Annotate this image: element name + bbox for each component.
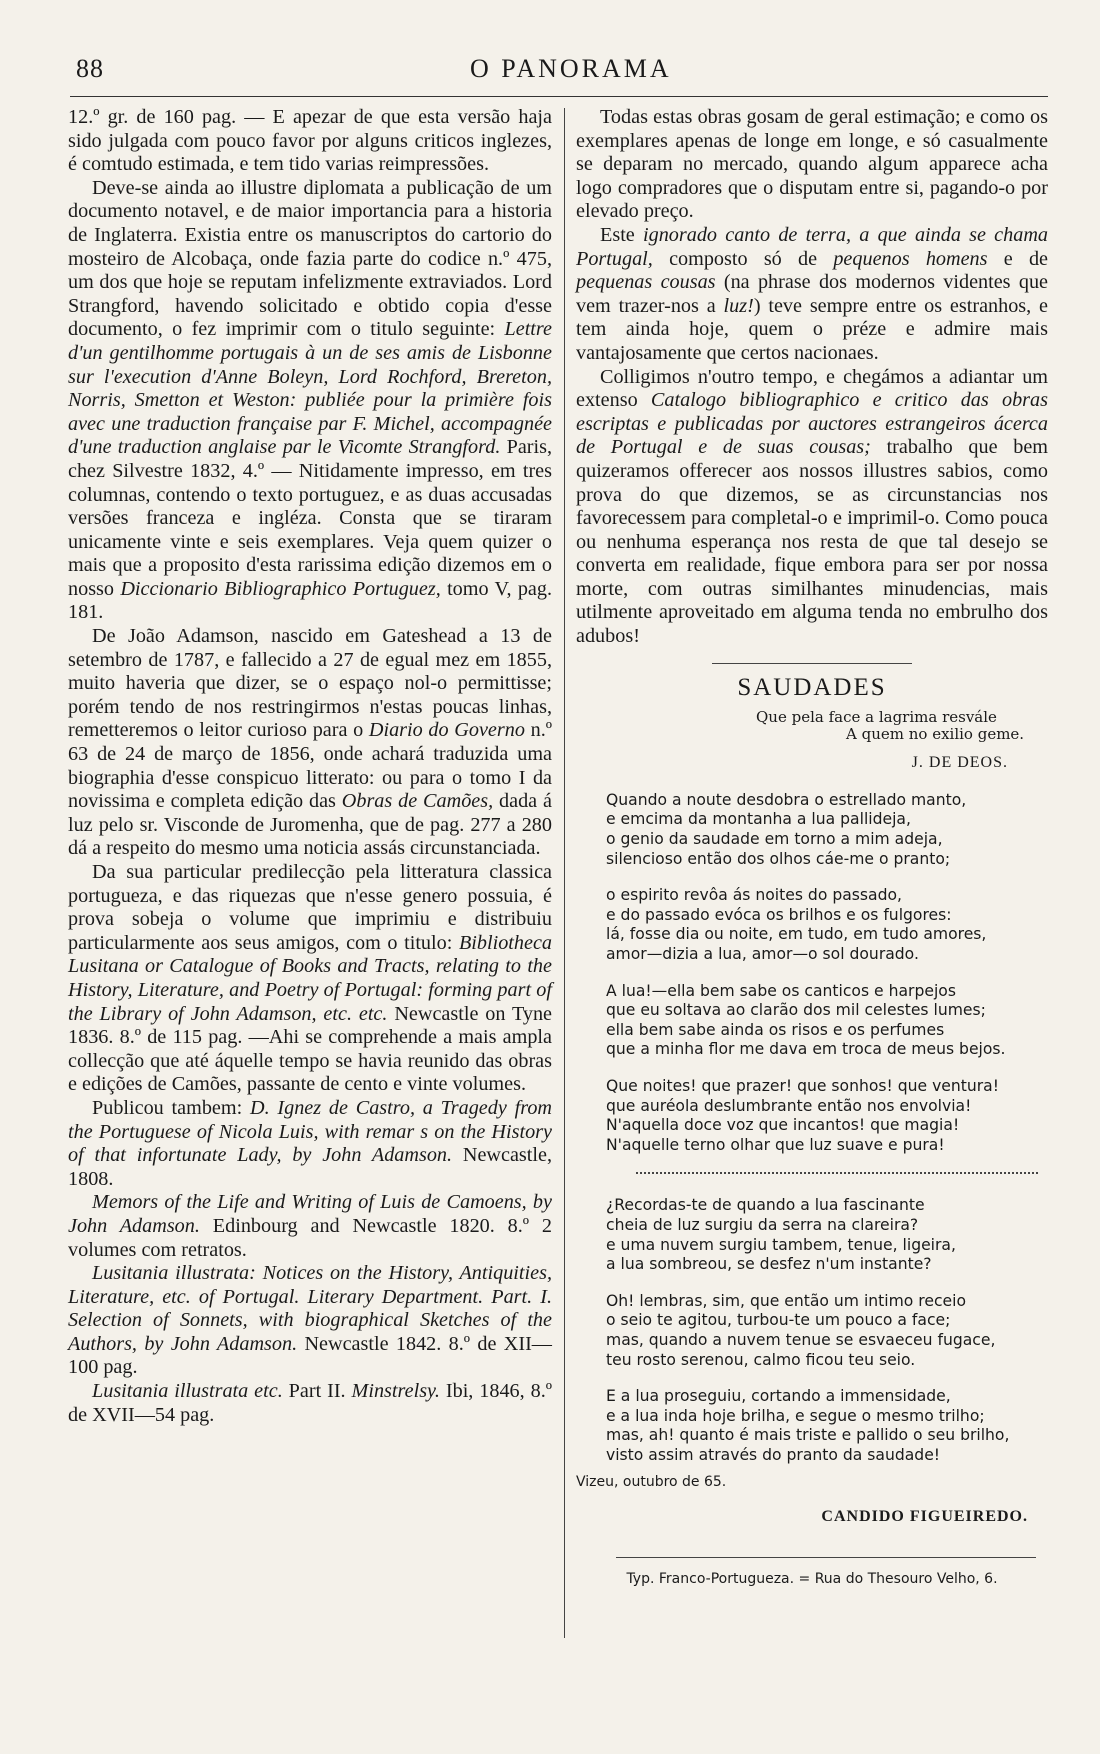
verse-line: N'aquelle terno olhar que luz suave e pura! <box>606 1135 945 1154</box>
paragraph <box>576 366 1048 649</box>
verse-line: E a lua proseguiu, cortando a immensidade, <box>606 1387 951 1406</box>
paragraph: Todas estas obras gosam de geral estimação; e como os exemplares apenas de longe em longe, e só casualmente se deparam no mercado, quando algum apparece acha logo compradores que o disputam entre si, pagando-o por elevado preço. <box>576 106 1048 223</box>
paragraph <box>68 1097 552 1191</box>
footer-rule <box>616 1557 1036 1558</box>
stanza <box>606 1196 1048 1274</box>
text-run: ) teve sempre entre os estranhos, e tem ainda hoje, quem o préze e admire mais vantajosamente que certos nacionaes. <box>576 294 1049 364</box>
paragraph <box>68 861 552 1097</box>
text-run: composto só de <box>669 247 818 270</box>
poem-body <box>606 791 1048 1466</box>
text-run-italic: luz! <box>723 294 754 317</box>
epigraph-author: J. DE DEOS. <box>911 754 1008 772</box>
verse-line: Que noites! que prazer! que sonhos! que ventura! <box>606 1076 999 1095</box>
verse-line: e uma nuvem surgiu tambem, tenue, ligeira, <box>606 1235 956 1254</box>
verse-line: Oh! lembras, sim, que então um intimo receio <box>606 1291 967 1310</box>
verse-line: e do passado evóca os brilhos e os fulgores: <box>606 905 952 924</box>
dotted-separator <box>636 1172 1038 1174</box>
verse-line: o genio da saudade em torno a mim adeja, <box>606 830 943 849</box>
paragraph <box>68 1262 552 1380</box>
text-run-italic: pequenos homens <box>833 247 988 270</box>
text-run: Ibi, 1846, 8.º de XVII—54 pag. <box>68 1380 553 1426</box>
stanza <box>606 886 1048 964</box>
text-run: Deve-se ainda ao illustre diplomata a publicação de um documento notavel, e de maior importancia para a historia de Inglaterra. Existia entre os manuscriptos do cartorio do mosteiro de Alcobaça, onde fazia parte do codice n.º 475, um dos que hoje se reputam infelizmente extraviados. Lord Strangford, havendo solicitado e obtido copia d'esse documento, o fez imprimir com o titulo seguinte: <box>68 176 552 341</box>
text-run: Newcastle, 1808. <box>68 1144 552 1190</box>
right-column <box>576 106 1048 1591</box>
poem-author: CANDIDO FIGUEIREDO. <box>821 1508 1028 1526</box>
place-date: Vizeu, outubro de 65. <box>576 1474 727 1491</box>
verse-line: e emcima da montanha a lua pallideja, <box>606 810 911 829</box>
verse-line: que auréola deslumbrante então nos envolvia! <box>606 1096 972 1115</box>
verse-line: cheia de luz surgiu da serra na clareira? <box>606 1215 919 1234</box>
stanza <box>606 1077 1048 1155</box>
section-rule <box>712 663 912 664</box>
verse-line: que a minha flor me dava em troca de meus bejos. <box>606 1040 1006 1059</box>
printer-imprint: Typ. Franco-Portugueza. = Rua do Thesouro Velho, 6. <box>626 1570 998 1587</box>
page-number: 88 <box>76 54 104 83</box>
verse-line: lá, fosse dia ou noite, em tudo, em tudo amores, <box>606 925 987 944</box>
text-run-italic: Lusitania illustrata: Notices on the History, Antiquities, Literature, etc. of Portugal. Literary Department. Part. I. Selection of Sonnets, with biographical Sketches of the Authors, by John Adamson. <box>68 1262 552 1355</box>
text-run-italic: ignorado canto de terra, a que ainda se chama Portugal, <box>576 223 1049 270</box>
text-run-italic: Lettre d'un gentilhomme portugais à un de ses amis de Lisbonne sur l'execution d'Anne Boleyn, Lord Rochford, Brereton, Norris, Smetton et Weston: publiée pour la primière fois avec une traduction française par F. Michel, accompagnée d'une traduction anglaise par le Vicomte Strangford. <box>68 318 552 459</box>
text-run: n.º 63 de 24 de março de 1856, onde achará traduzida uma biographia d'esse conspicuo litterato: ou para o tomo I da novissima e completa edição das <box>68 719 553 813</box>
verse-line: o seio te agitou, turbou-te um pouco a face; <box>606 1311 951 1330</box>
text-run: Newcastle 1842. 8.º de XII—100 pag. <box>68 1332 552 1379</box>
verse-line: silencioso então dos olhos cáe-me o pranto; <box>606 849 951 868</box>
verse-line: A lua!—ella bem sabe os canticos e harpejos <box>606 981 956 1000</box>
left-column <box>68 106 552 1427</box>
text-run-italic: Lusitania illustrata etc. <box>92 1380 283 1403</box>
text-run: trabalho que bem quizeramos offerecer aos nossos illustres sabios, como prova do que dizemos, se as circunstancias nos favorecessem para completal-o e imprimil-o. Como pouca ou nenhuma esperança nos resta de que tal desejo se converta em realidade, fique embora para ser por nossa morte, com outras similhantes minudencias, mais utilmente aproveitado em alguma tenda no embrulho dos adubos! <box>576 436 1049 648</box>
text-run-italic: Memors of the Life and Writing of Luis de Camoens, by John Adamson. <box>68 1191 552 1237</box>
verse-line: amor—dizia a lua, amor—o sol dourado. <box>606 945 919 963</box>
text-run: dada á luz pelo sr. Visconde de Juromenha, que de pag. 277 a 280 dá a respeito do mesmo uma noticia assás circunstanciada. <box>68 790 552 860</box>
verse-line: o espirito revôa ás noites do passado, <box>606 886 902 905</box>
text-run: Paris, chez Silvestre 1832, 4.º — Nitidamente impresso, em tres columnas, contendo o texto portuguez, e as duas accusadas versões franceza e ingléza. Consta que se tiraram unicamente vinte e seis exemplares. Veja quem quizer o mais que a proposito d'esta rarissima edição dizemos em o nosso <box>68 436 553 600</box>
verse-line: Quando a noute desdobra o estrellado manto, <box>606 790 967 809</box>
text-run-italic: D. Ignez de Castro, a Tragedy from the Portuguese of Nicola Luis, with remar s on the History of that infortunate Lady, by John Adamson. <box>68 1096 552 1167</box>
paragraph: 12.º gr. de 160 pag. — E apezar de que esta versão haja sido julgada com pouco favor por alguns criticos inglezes, é comtudo estimada, e tem tido varias reimpressões. <box>68 106 552 176</box>
verse-line: e a lua inda hoje brilha, e segue o mesmo trilho; <box>606 1406 985 1425</box>
poem-title: SAUDADES <box>737 673 887 701</box>
text-run-italic: Diario do Governo <box>368 719 525 742</box>
text-run-italic: Diccionario Bibliographico Portuguez, <box>120 577 441 600</box>
text-run-italic: Minstrelsy. <box>351 1380 440 1403</box>
verse-line: teu rosto serenou, calmo ficou teu seio. <box>606 1350 916 1369</box>
stanza <box>606 982 1048 1060</box>
text-run: Edinbourg and Newcastle 1820. 8.º 2 volumes com retratos. <box>68 1214 553 1261</box>
text-run-italic: Obras de Camões, <box>341 790 494 813</box>
verse-line: ella bem sabe ainda os risos e os perfumes <box>606 1020 945 1039</box>
paragraph <box>68 177 552 625</box>
paragraph <box>68 1191 552 1262</box>
text-run: tomo V, pag. 181. <box>68 577 553 624</box>
text-run-italic: pequenas cousas <box>576 271 716 294</box>
text-run: Da sua particular predilecção pela litteratura classica portugueza, e das riquezas que n'esse genero possuia, é prova sobeja o volume que imprimiu e distribuiu particularmente aos seus amigos, com o titulo: <box>68 861 552 954</box>
verse-line: ¿Recordas-te de quando a lua fascinante <box>606 1196 925 1215</box>
text-run: Este <box>600 223 635 246</box>
text-run: Colligimos n'outro tempo, e chegámos a adiantar um extenso <box>576 365 1048 412</box>
epigraph-line: Que pela face a lagrima resvále <box>756 708 997 727</box>
text-run: Publicou tambem: <box>92 1096 243 1119</box>
text-run: e de <box>1003 247 1049 270</box>
verse-line: mas, quando a nuvem tenue se esvaeceu fugace, <box>606 1330 996 1349</box>
verse-line: visto assim através do pranto da saudade! <box>606 1445 941 1464</box>
stanza <box>606 791 1048 869</box>
epigraph-line: A quem no exilio geme. <box>846 725 1025 744</box>
text-run: Newcastle on Tyne 1836. 8.º de 115 pag. —Ahi se comprehende a mais ampla collecção que até áquelle tempo se havia reunido das obras e edições de Camões, passante de cento e vinte volumes. <box>68 1002 553 1096</box>
verse-line: a lua sombreou, se desfez n'um instante? <box>606 1255 932 1274</box>
paragraph <box>68 625 552 861</box>
journal-title: O PANORAMA <box>470 54 672 83</box>
text-run: (na phrase dos modernos videntes que vem trazer-nos a <box>576 271 1049 317</box>
epigraph <box>756 709 1048 743</box>
verse-line: N'aquella doce voz que incantos! que magia! <box>606 1116 960 1135</box>
text-run: De João Adamson, nascido em Gateshead a 13 de setembro de 1787, e fallecido a 27 de egual mez em 1855, muito haveria que dizer, se o espaço nol-o permittisse; porém tendo de nos restringirmos n'estas poucas linhas, remetteremos o leitor curioso para o <box>68 625 552 742</box>
header-rule <box>70 96 1048 97</box>
stanza <box>606 1292 1048 1370</box>
verse-line: mas, ah! quanto é mais triste e pallido o seu brilho, <box>606 1426 1010 1445</box>
text-run-italic: Bibliotheca Lusitana or Catalogue of Books and Tracts, relating to the History, Literature, and Poetry of Portugal: forming part of the Library of John Adamson, etc. etc. <box>68 931 552 1025</box>
paragraph <box>576 224 1048 366</box>
text-run: Part II. <box>288 1380 346 1403</box>
verse-line: que eu soltava ao clarão dos mil celestes lumes; <box>606 1001 986 1020</box>
stanza <box>606 1387 1048 1465</box>
column-divider <box>564 108 565 1638</box>
paragraph <box>68 1380 552 1427</box>
text-run-italic: Catalogo bibliographico e critico das obras escriptas e publicadas por auctores estrangeiros ácerca de Portugal e de suas cousas; <box>576 389 1048 459</box>
